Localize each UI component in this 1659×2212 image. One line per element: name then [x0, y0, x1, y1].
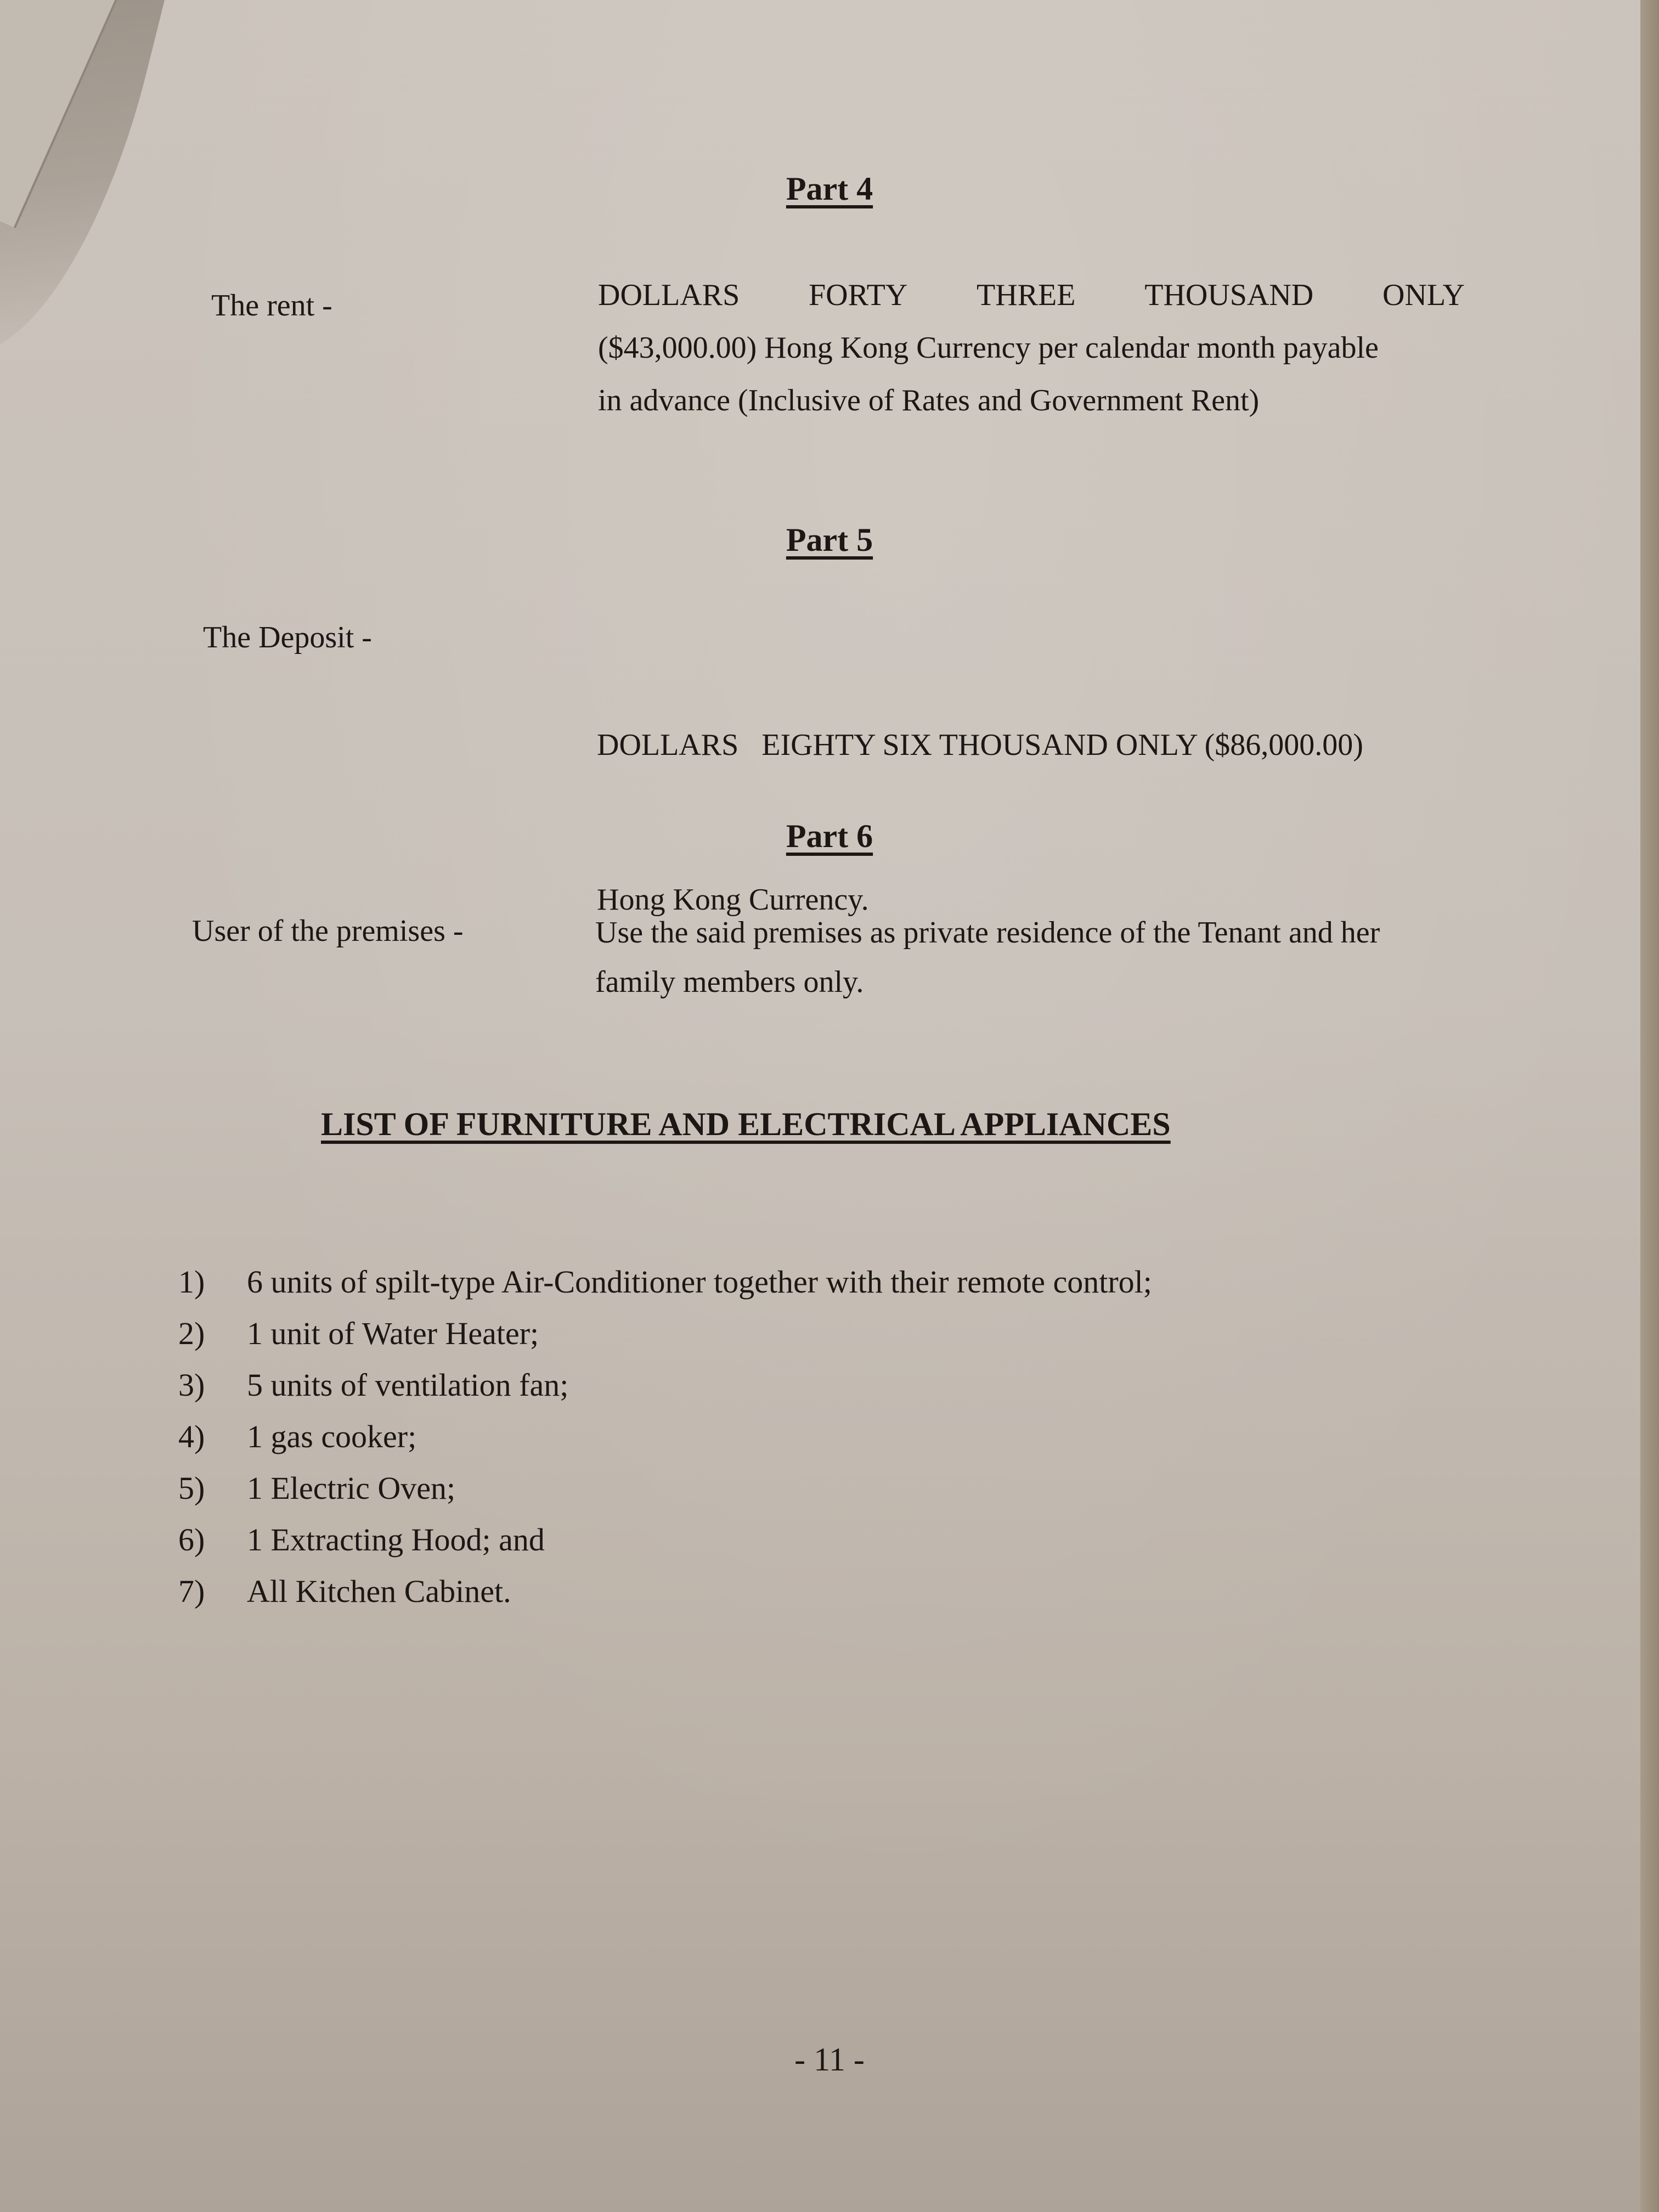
rent-word: DOLLARS [598, 278, 740, 312]
part-5-heading: Part 5 [786, 522, 873, 558]
rent-word: THREE [977, 278, 1076, 312]
rent-word: FORTY [809, 278, 908, 312]
list-item-text: 1 unit of Water Heater; [247, 1316, 539, 1351]
deposit-clause-line-2: Hong Kong Currency. [597, 883, 869, 917]
deposit-label: The Deposit - [203, 620, 372, 654]
rent-clause-line-2: ($43,000.00) Hong Kong Currency per calendar month payable [598, 331, 1379, 365]
list-item-number: 2) [178, 1316, 205, 1351]
deposit-clause-line-1: DOLLARS EIGHTY SIX THOUSAND ONLY ($86,000.00) [597, 728, 1363, 762]
list-item-number: 1) [178, 1264, 205, 1300]
list-item-number: 3) [178, 1367, 205, 1403]
rent-label: The rent - [211, 289, 332, 323]
list-item-number: 5) [178, 1470, 205, 1506]
list-item-text: 6 units of spilt-type Air-Conditioner together with their remote control; [247, 1264, 1152, 1300]
page-edge-background [1640, 0, 1659, 2212]
list-item-text: 1 Extracting Hood; and [247, 1522, 545, 1558]
user-of-premises-label: User of the premises - [192, 914, 464, 948]
rent-clause [598, 269, 1465, 427]
rent-word: ONLY [1383, 278, 1465, 312]
list-item-number: 6) [178, 1522, 205, 1558]
furniture-list-title: LIST OF FURNITURE AND ELECTRICAL APPLIANCES [321, 1106, 1171, 1142]
user-clause-line-2: family members only. [595, 965, 864, 999]
list-item-number: 4) [178, 1419, 205, 1454]
list-item-number: 7) [178, 1573, 205, 1609]
list-item [178, 1463, 1152, 1514]
user-clause-line-1: Use the said premises as private residence of the Tenant and her [595, 916, 1380, 950]
rent-clause-line-1 [598, 269, 1465, 321]
list-item [178, 1308, 1152, 1359]
rent-clause-line-3: in advance (Inclusive of Rates and Government Rent) [598, 383, 1260, 417]
part-6-heading: Part 6 [786, 818, 873, 854]
list-item [178, 1566, 1152, 1617]
page-number: - 11 - [794, 2041, 865, 2078]
list-item [178, 1514, 1152, 1566]
furniture-list [178, 1256, 1152, 1617]
list-item [178, 1359, 1152, 1411]
list-item-text: All Kitchen Cabinet. [247, 1573, 511, 1609]
list-item-text: 1 Electric Oven; [247, 1470, 456, 1506]
part-4-heading: Part 4 [786, 171, 873, 207]
user-of-premises-clause [595, 908, 1473, 1007]
list-item [178, 1411, 1152, 1463]
rent-word: THOUSAND [1144, 278, 1314, 312]
list-item [178, 1256, 1152, 1308]
list-item-text: 1 gas cooker; [247, 1419, 417, 1454]
list-item-text: 5 units of ventilation fan; [247, 1367, 569, 1403]
